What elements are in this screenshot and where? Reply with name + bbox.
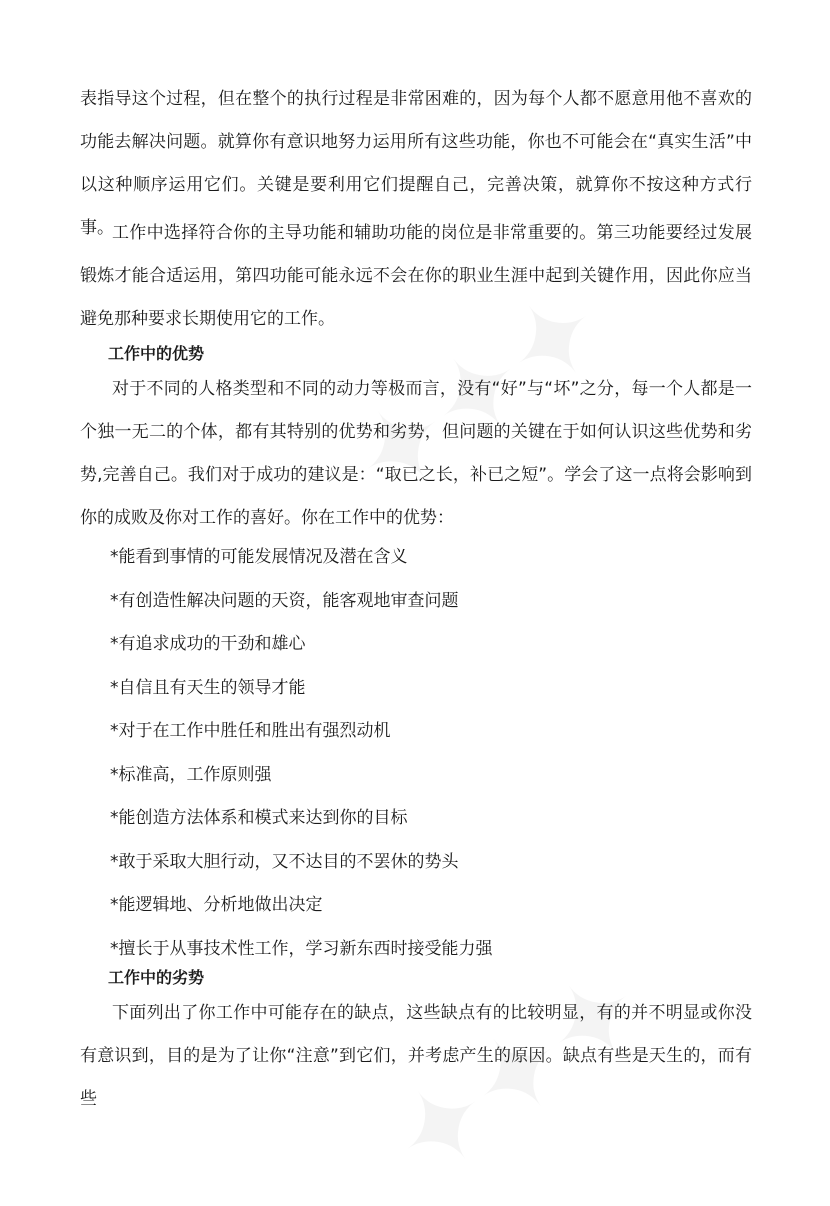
- list-item: *对于在工作中胜任和胜出有强烈动机: [110, 721, 391, 741]
- paragraph-weaknesses-intro: 下面列出了你工作中可能存在的缺点，这些缺点有的比较明显，有的并不明显或你没有意识到，目的是为了让你“注意”到它们，并考虑产生的原因。缺点有些是天生的，而有些: [80, 1003, 752, 1109]
- list-item: *自信且有天生的领导才能: [110, 678, 306, 698]
- list-item: *有追求成功的干劲和雄心: [110, 634, 306, 654]
- paragraph-function-roles: 工作中选择符合你的主导功能和辅助功能的岗位是非常重要的。第三功能要经过发展锻炼才能合适运用，第四功能可能永远不会在你的职业生涯中起到关键作用，因此你应当避免那种要求长期使用它的工作。: [80, 223, 752, 329]
- heading-strengths: 工作中的优势: [108, 344, 205, 363]
- list-item: *擅长于从事技术性工作，学习新东西时接受能力强: [110, 939, 493, 959]
- list-item: *敢于采取大胆行动，又不达目的不罢休的势头: [110, 852, 459, 872]
- heading-weaknesses: 工作中的劣势: [108, 968, 205, 987]
- list-item: *有创造性解决问题的天资，能客观地审查问题: [110, 591, 459, 611]
- list-item: *能逻辑地、分析地做出决定: [110, 895, 323, 915]
- list-item: *能看到事情的可能发展情况及潜在含义: [110, 547, 408, 567]
- paragraph-intro-continued: 表指导这个过程，但在整个的执行过程是非常困难的，因为每个人都不愿意用他不喜欢的功能去解决问题。就算你有意识地努力运用所有这些功能，你也不可能会在“真实生活”中以这种顺序运用它们。关键是要利用它们提醒自己，完善决策，就算你不按这种方式行事。: [80, 89, 752, 238]
- list-item: *能创造方法体系和模式来达到你的目标: [110, 808, 408, 828]
- list-item: *标准高，工作原则强: [110, 765, 272, 785]
- paragraph-strengths-intro: 对于不同的人格类型和不同的动力等极而言，没有“好”与“坏”之分，每一个人都是一个独一无二的个体，都有其特别的优势和劣势，但问题的关键在于如何认识这些优势和劣势,完善自己。我们对于成功的建议是：“取已之长，补已之短”。学会了这一点将会影响到你的成败及你对工作的喜好。你在工作中的优势：: [80, 379, 752, 528]
